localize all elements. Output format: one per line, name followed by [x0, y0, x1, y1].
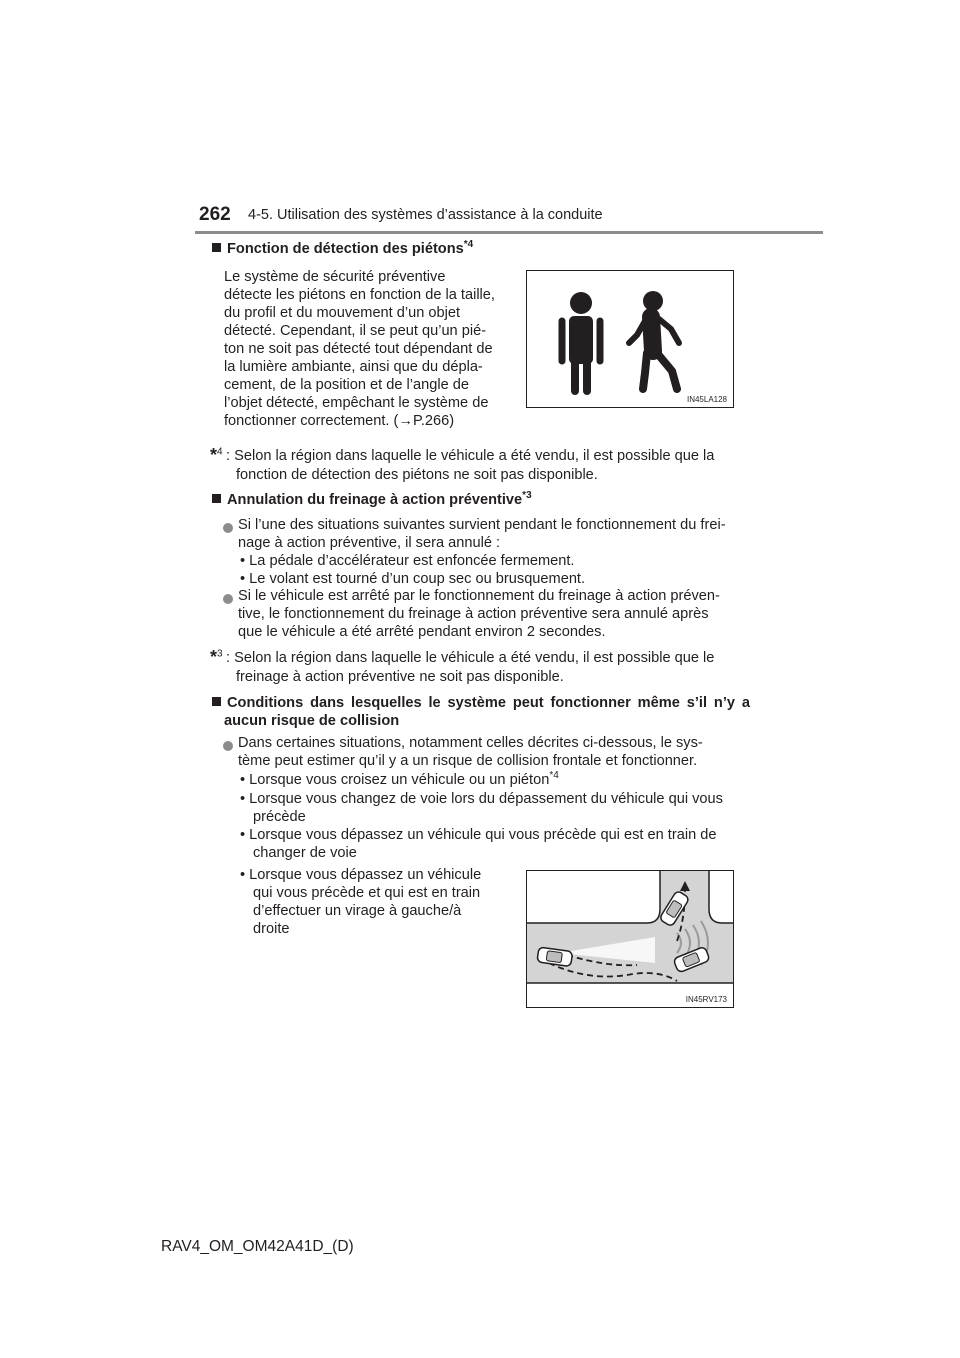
- conditions-sub-1: • Lorsque vous croisez un véhicule ou un piéton$^{*4}$: [240, 770, 559, 788]
- document-code: RAV4_OM_OM42A41D_(D): [161, 1238, 354, 1255]
- chapter-title: 4-5. Utilisation des systèmes d’assistance à la conduite: [248, 207, 603, 223]
- footnote-3: *$^3$ : Selon la région dans laquelle le véhicule a été vendu, il est possible que le freinage à action préventive ne soit pas disponible.: [210, 647, 715, 685]
- footnote-4: *$^4$ : Selon la région dans laquelle le véhicule a été vendu, il est possible que la fonction de détection des piétons ne soit pas disponible.: [210, 445, 715, 483]
- standing-person-icon: [562, 292, 600, 391]
- turning-vehicle-figure: [526, 870, 734, 1008]
- header-rule: [195, 231, 823, 234]
- conditions-sub-4: • Lorsque vous dépassez un véhicule qui vous précède et qui est en train d’effectuer un virage à gauche/à droite: [240, 867, 482, 937]
- section-heading-pedestrian: Fonction de détection des piétons$^{*4}$: [212, 240, 473, 258]
- square-bullet-icon: [212, 494, 221, 503]
- conditions-sub-2: • Lorsque vous changez de voie lors du dépassement du véhicule qui vous précède: [240, 791, 723, 825]
- cancel-bullet-1: Si l’une des situations suivantes survient pendant le fonctionnement du frei- nage à action préventive, il sera annulé :: [238, 517, 726, 551]
- round-bullet-icon: [223, 520, 233, 538]
- conditions-sub-3: • Lorsque vous dépassez un véhicule qui vous précède qui est en train de changer de voie: [240, 827, 717, 861]
- page-number: 262: [199, 204, 231, 225]
- pedestrian-figure: [526, 270, 734, 408]
- conditions-bullet: Dans certaines situations, notamment celles décrites ci-dessous, le sys- tème peut estimer qu’il y a un risque de collision frontale et fonctionner.: [238, 735, 703, 769]
- road-illustration: [527, 871, 733, 1007]
- round-bullet-icon: [223, 591, 233, 609]
- cancel-sub-2: • Le volant est tourné d’un coup sec ou brusquement.: [240, 571, 586, 587]
- cancel-sub-1: • La pédale d’accélérateur est enfoncée fermement.: [240, 553, 575, 569]
- square-bullet-icon: [212, 697, 221, 706]
- walking-person-icon: [629, 291, 679, 389]
- section-heading-conditions: Conditions dans lesquelles le système peut fonctionner même s’il n’y a aucun risque de collision: [212, 694, 750, 730]
- cancel-bullet-2: Si le véhicule est arrêté par le fonctionnement du freinage à action préven- tive, le fonctionnement du freinage à action préventive sera annulé après que le véhicule a été arrêté pendant environ 2 secondes.: [238, 588, 720, 640]
- round-bullet-icon: [223, 738, 233, 756]
- pedestrian-illustration: [527, 271, 733, 407]
- section-heading-cancel: Annulation du freinage à action préventive$^{*3}$: [212, 491, 532, 509]
- pedestrian-paragraph: Le système de sécurité préventive détecte les piétons en fonction de la taille, du profil et du mouvement d’un objet détecté. Cependant, il se peut qu’un pié- ton ne soit pas détecté tout dépendant de la lumière ambiante, ainsi que du dépla- cement, de la position et de l’angle de l’objet détecté, empêchant le système de fonctionner correctement. (→P.266): [224, 269, 495, 429]
- square-bullet-icon: [212, 243, 221, 252]
- figure-code: IN45LA128: [686, 395, 727, 404]
- figure-code: IN45RV173: [685, 995, 727, 1004]
